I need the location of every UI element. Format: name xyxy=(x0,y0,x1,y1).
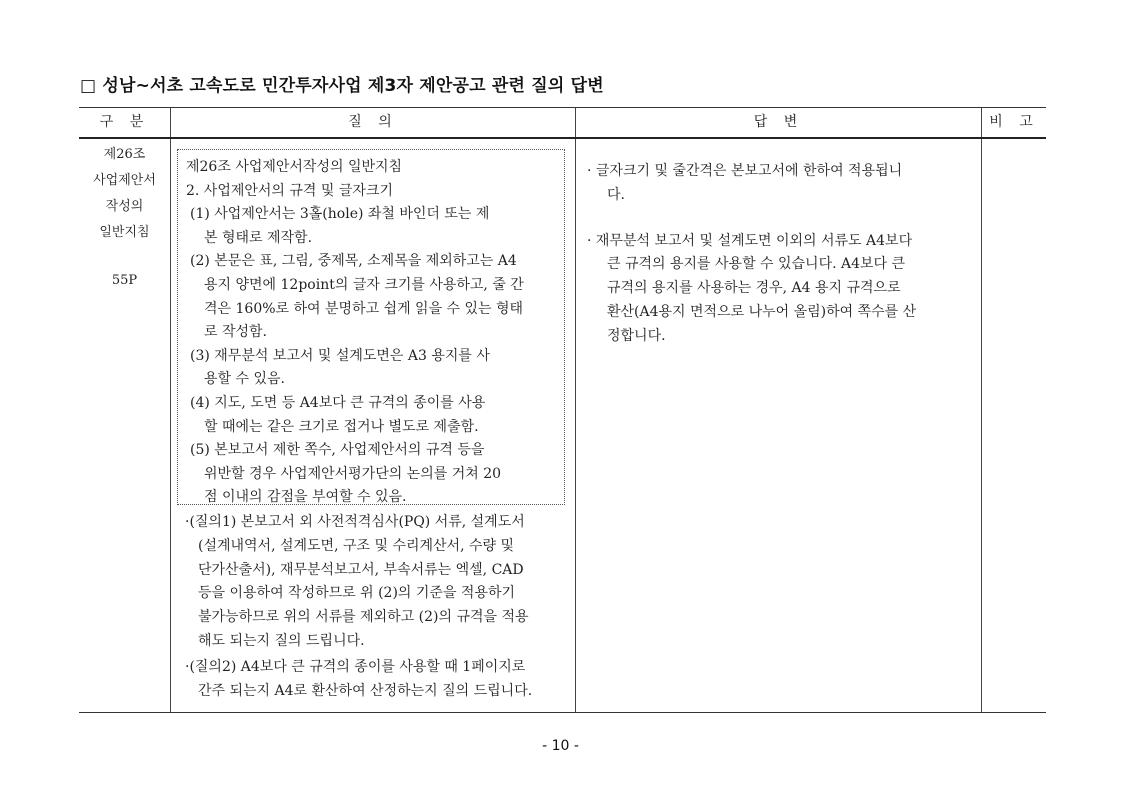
answer-line: · 글자크기 및 줄간격은 본보고서에 한하여 적용됩니 xyxy=(587,163,903,179)
column-divider xyxy=(170,108,171,712)
qa-table xyxy=(79,107,1046,713)
guideline-line: 할 때에는 같은 크기로 접거나 별도로 제출함. xyxy=(204,418,479,435)
answer-list xyxy=(587,160,979,349)
question-line: ·(질의1) 본보고서 외 사전적격심사(PQ) 서류, 설계도서 xyxy=(185,514,525,530)
question-line: 간주 되는지 A4로 환산하여 산정하는지 질의 드립니다. xyxy=(198,682,533,699)
guideline-line: 점 이내의 감점을 부여할 수 있음. xyxy=(204,489,407,506)
guideline-line: 격은 160%로 하여 분명하고 쉽게 읽을 수 있는 형태 xyxy=(204,300,524,317)
guideline-line: (3) 재무분석 보고서 및 설계도면은 A3 용지를 사 xyxy=(190,347,490,364)
document-title: □ 성남~서초 고속도로 민간투자사업 제3자 제안공고 관련 질의 답변 xyxy=(80,76,604,96)
guideline-line: 2. 사업제안서의 규격 및 글자크기 xyxy=(186,182,393,199)
header-category: 구 분 xyxy=(99,114,150,130)
guideline-line: 용지 양면에 12point의 글자 크기를 사용하고, 줄 간 xyxy=(204,276,524,293)
guideline-line: 위반할 경우 사업제안서평가단의 논의를 거쳐 20 xyxy=(204,465,502,482)
guideline-line: 용할 수 있음. xyxy=(204,371,285,388)
category-line: 일반지침 xyxy=(99,225,150,240)
category-line: 사업제안서 xyxy=(93,173,156,188)
answer-line: 규격의 용지를 사용하는 경우, A4 용지 규격으로 xyxy=(607,280,901,297)
question-line: 단가산출서), 재무분석보고서, 부속서류는 엑셀, CAD xyxy=(198,561,524,578)
answer-line: · 재무분석 보고서 및 설계도면 이외의 서류도 A4보다 xyxy=(587,232,913,249)
guideline-line: 본 형태로 제작함. xyxy=(204,229,313,246)
header-answer: 답 변 xyxy=(753,114,804,130)
guideline-line: (1) 사업제안서는 3홀(hole) 좌철 바인더 또는 제 xyxy=(190,206,490,223)
header-divider xyxy=(79,137,1046,139)
question-line: 등을 이용하여 작성하므로 위 (2)의 기준을 적용하기 xyxy=(198,585,516,602)
page-reference: 55P xyxy=(111,273,138,288)
guideline-line: 로 작성함. xyxy=(204,324,267,341)
column-divider xyxy=(981,108,982,712)
answer-line: 큰 규격의 용지를 사용할 수 있습니다. A4보다 큰 xyxy=(607,256,906,273)
guideline-line: (2) 본문은 표, 그림, 중제목, 소제목을 제외하고는 A4 xyxy=(190,253,517,270)
guideline-line: (4) 지도, 도면 등 A4보다 큰 규격의 종이를 사용 xyxy=(190,394,486,411)
category-line: 작성의 xyxy=(105,199,144,214)
question-line: ·(질의2) A4보다 큰 규격의 종이를 사용할 때 1페이지로 xyxy=(185,658,526,675)
category-cell xyxy=(79,142,170,294)
answer-line: 환산(A4용지 면적으로 나누어 올림)하여 쪽수를 산 xyxy=(607,303,917,320)
question-list xyxy=(185,511,577,703)
question-line: 해도 되는지 질의 드립니다. xyxy=(198,632,365,649)
guideline-line: (5) 본보고서 제한 쪽수, 사업제안서의 규격 등을 xyxy=(190,442,485,459)
answer-line: 정합니다. xyxy=(607,327,666,344)
guideline-box xyxy=(177,149,565,505)
header-remark: 비 고 xyxy=(989,114,1039,130)
answer-line: 다. xyxy=(607,186,625,203)
category-line: 제26조 xyxy=(103,147,146,162)
question-line: (설계내역서, 설계도면, 구조 및 수리계산서, 수량 및 xyxy=(198,537,514,554)
guideline-line: 제26조 사업제안서작성의 일반지침 xyxy=(186,159,403,175)
header-question: 질 의 xyxy=(348,114,398,130)
page-number: - 10 - xyxy=(542,738,579,754)
question-line: 불가능하므로 위의 서류를 제외하고 (2)의 규격을 적용 xyxy=(198,609,529,626)
